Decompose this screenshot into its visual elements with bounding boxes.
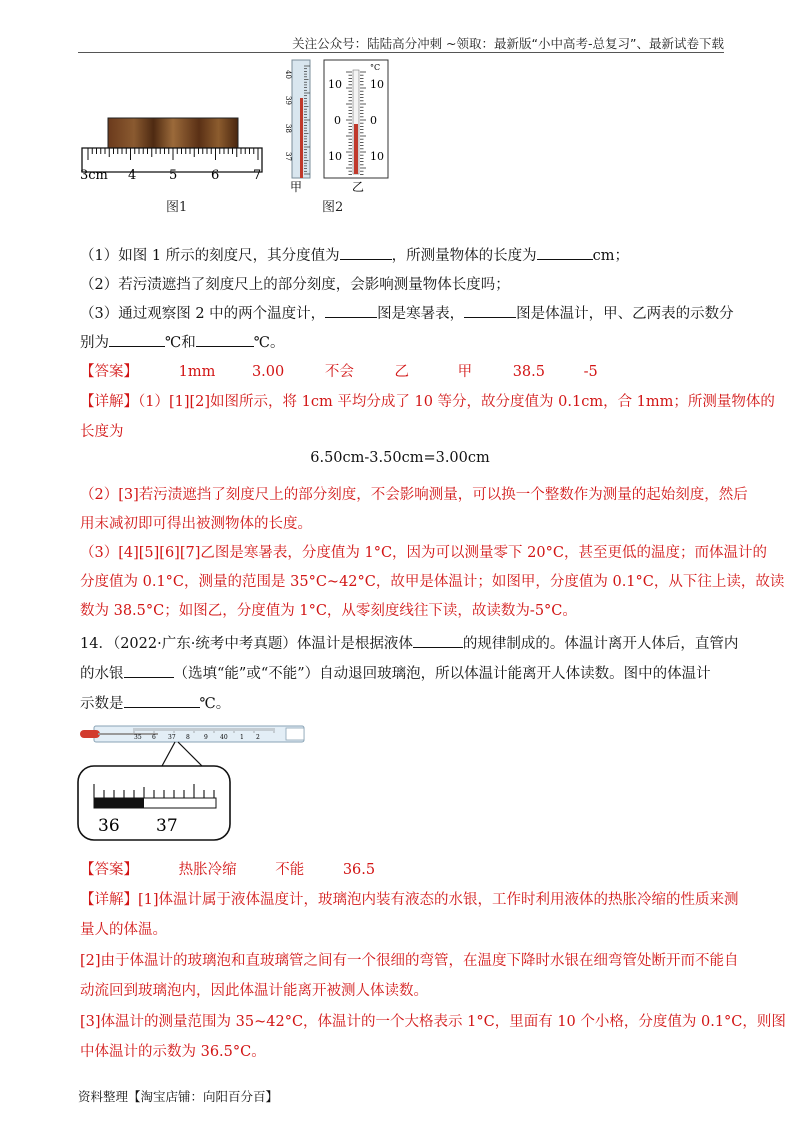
zoom-mercury: [94, 798, 144, 808]
answer-blank: [537, 244, 593, 260]
q14-answer-row: [80, 858, 375, 879]
zoom-label: 37: [156, 816, 178, 836]
detail-label: 【详解】: [80, 892, 138, 908]
jia-scale-label: 38: [284, 124, 292, 133]
clinical-scale-label: 2: [256, 734, 260, 741]
detail-label: 【详解】: [80, 394, 138, 410]
ruler-label: 7: [253, 168, 262, 183]
yi-scale-label: 10: [370, 78, 384, 91]
figure-1-ruler: [74, 110, 274, 190]
clinical-scale-label: 37: [168, 734, 176, 741]
answer-item: 甲: [457, 364, 473, 380]
header-text: 关注公众号：陆陆高分冲刺 ~领取：最新版“小中高考-总复习”、最新试卷下载: [292, 36, 724, 51]
ruler-label: 5: [169, 168, 178, 183]
clinical-scale-label: 6: [152, 734, 156, 741]
mercury-thread: [98, 733, 158, 735]
ruler-label: 6: [211, 168, 220, 183]
answer-blank: [124, 692, 200, 708]
answer-item: 不能: [275, 862, 305, 878]
clinical-scale-label: 40: [220, 734, 228, 741]
q13-detail-4: 用末减初即可得出被测物体的长度。: [80, 516, 312, 532]
q14-detail-6: 中体温计的示数为 36.5°C。: [80, 1044, 266, 1060]
answer-item: 不会: [324, 364, 354, 380]
zoom-label: 36: [98, 816, 120, 836]
q14-line-1: 14．（2022·广东·统考中考真题）体温计是根据液体 的规律制成的。体温计离开人体后，直管内: [80, 632, 738, 653]
answer-blank: [124, 662, 174, 678]
q13-detail-6: 分度值为 0.1°C，测量的范围是 35°C~42°C，故甲是体温计；如图甲，分度值为 0.1°C，从下往上读，故读: [80, 574, 785, 590]
yi-scale-label: 10: [328, 150, 342, 163]
clinical-scale-label: 9: [204, 734, 208, 741]
q14-line-3: 示数是 ℃。: [80, 692, 230, 713]
clinical-scale-label: 1: [240, 734, 244, 741]
answer-item: 36.5: [342, 862, 376, 878]
fig1-caption: 图1: [166, 200, 188, 215]
liquid-column-yi: [354, 124, 358, 174]
q14-detail-3: [2]由于体温计的玻璃泡和直玻璃管之间有一个很细的弯管，在温度下降时水银在细弯管处断开而不能自: [80, 953, 739, 969]
q13-detail-5: （3）[4][5][6][7]乙图是寒暑表，分度值为 1°C，因为可以测量零下 20°C，甚至更低的温度；而体温计的: [80, 545, 767, 561]
figure-clinical-thermometer: [74, 720, 334, 844]
answer-item: 乙: [394, 364, 409, 380]
jia-scale-label: 39: [284, 96, 292, 105]
q13-detail-2: 长度为: [80, 424, 124, 440]
ruler-label: 3cm: [80, 168, 108, 183]
header-divider: [78, 52, 724, 53]
clinical-scale-label: 8: [186, 734, 190, 741]
q13-part3-cont: 别为 ℃和 ℃。: [80, 331, 284, 352]
answer-label: 【答案】: [80, 364, 138, 380]
q13-detail-3: （2）[3]若污渍遮挡了刻度尺上的部分刻度，不会影响测量，可以换一个整数作为测量的起始刻度，然后: [80, 487, 748, 503]
answer-blank: [413, 632, 463, 648]
q14-detail-5: [3]体温计的测量范围为 35~42°C，体温计的一个大格表示 1°C，里面有 10 个小格，分度值为 0.1°C，则图: [80, 1014, 786, 1030]
q13-answer-row: [80, 360, 598, 381]
answer-blank: [340, 244, 392, 260]
zoom-pointer: [162, 742, 175, 766]
figure-2-thermometers: [282, 58, 402, 198]
yi-unit: °C: [370, 63, 381, 72]
answer-blank: [464, 302, 516, 318]
answer-blank: [109, 331, 165, 347]
answer-item: 38.5: [512, 364, 545, 380]
q13-formula: 6.50cm-3.50cm=3.00cm: [310, 450, 490, 466]
q13-part1: （1）如图 1 所示的刻度尺，其分度值为 ，所测量物体的长度为 cm；: [80, 244, 629, 265]
q13-part3: （3）通过观察图 2 中的两个温度计， 图是寒暑表， 图是体温计，甲、乙两表的示数分: [80, 302, 734, 323]
jia-scale-label: 40: [284, 70, 292, 79]
yi-scale-label: 10: [328, 78, 342, 91]
fig2-caption: 图2: [322, 200, 344, 215]
jia-scale-label: 37: [284, 152, 292, 161]
yi-scale-label: 0: [370, 114, 377, 127]
q14-detail-4: 动流回到玻璃泡内，因此体温计能离开被测人体读数。: [80, 983, 428, 999]
measured-object: [108, 118, 238, 148]
q14-line-2: 的水银 （选填“能”或“不能”）自动退回玻璃泡，所以体温计能离开人体读数。图中的体温计: [80, 662, 711, 683]
mercury-column-jia: [300, 98, 303, 178]
yi-scale-label: 0: [334, 114, 341, 127]
q14-detail-1: 【详解】[1]体温计属于液体温度计，玻璃泡内装有液态的水银，工作时利用液体的热胀冷缩的性质来测: [80, 892, 739, 908]
answer-label: 【答案】: [80, 862, 138, 878]
page-header: [0, 30, 800, 52]
yi-scale-label: 10: [370, 150, 384, 163]
zoom-pointer: [178, 742, 202, 766]
answer-item: 1mm: [178, 364, 216, 380]
q13-detail-1: 【详解】（1）[1][2]如图所示，将 1cm 平均分成了 10 等分，故分度值为 0.1cm，合 1mm；所测量物体的: [80, 394, 775, 410]
thermometer-jia-name: 甲: [290, 180, 303, 194]
answer-blank: [325, 302, 377, 318]
thermometer-yi-name: 乙: [352, 180, 365, 194]
thermometer-cap: [286, 728, 304, 740]
answer-item: 3.00: [251, 364, 285, 380]
q13-detail-7: 数为 38.5°C；如图乙，分度值为 1°C，从零刻度线往下读，故读数为-5°C。: [80, 603, 577, 619]
thermometer-bulb: [80, 730, 100, 738]
answer-blank: [196, 331, 254, 347]
answer-item: -5: [583, 364, 598, 380]
q13-part2: （2）若污渍遮挡了刻度尺上的部分刻度，会影响测量物体长度吗；: [80, 277, 510, 293]
ruler-label: 4: [128, 168, 137, 183]
page-footer: 资料整理【淘宝店铺：向阳百分百】: [78, 1089, 279, 1104]
q14-detail-2: 量人的体温。: [80, 922, 167, 938]
answer-item: 热胀冷缩: [178, 862, 237, 878]
clinical-scale-label: 35: [134, 734, 142, 741]
